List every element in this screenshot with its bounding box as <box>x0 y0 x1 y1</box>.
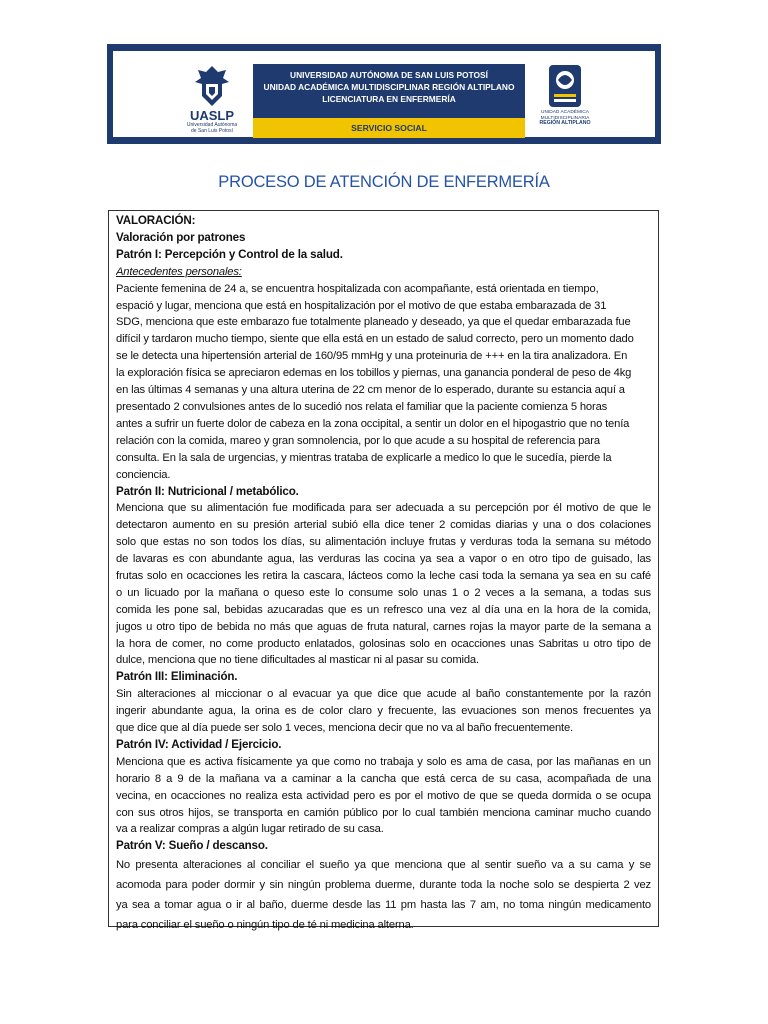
paragraph-line: frutas solo en ocacciones les retira la cascara, lácteos como la leche casi toda la semana ya sea en su café <box>116 569 651 582</box>
pattern-2-text <box>116 500 651 669</box>
paragraph-line: de lavaras es con abundante agua, las verduras las cocina ya sea a vapor o en otro tipo de guisado, las <box>116 553 651 566</box>
region-logo-line3: REGIÓN ALTIPLANO <box>539 120 591 126</box>
paragraph-line: detectaron aumento en su presión arterial subió ella dice tener 2 comidas diarias y una o dos colaciones <box>116 519 651 532</box>
header-banner <box>107 44 661 144</box>
paragraph-line: con sus otros hijos, se transporta en camión público por lo cual también menciona caminar mucho cuando <box>116 806 651 819</box>
pattern-1-title: Patrón I: Percepción y Control de la salud. <box>116 247 343 261</box>
region-logo-line1: UNIDAD ACADÉMICA <box>541 110 589 115</box>
section-heading-valoracion: VALORACIÓN: <box>116 214 196 227</box>
paragraph-line: antes a sufrir un fuerte dolor de cabeza en la zona occipital, a sentir un dolor en el hipogastrio que no tenía <box>116 417 630 430</box>
shield-icon <box>548 64 582 108</box>
paragraph-line: SDG, menciona que este embarazo fue totalmente planeado y deseado, ya que el quedar embarazada fue <box>116 316 631 329</box>
paragraph-line: vecina, en ocacciones no realiza esta actividad pero es por el motivo de que se queda dormida o se ocupa <box>116 789 651 802</box>
uaslp-wordmark: UASLP <box>189 108 235 123</box>
unit-name: UNIDAD ACADÉMICA MULTIDISCIPLINAR REGIÓN ALTIPLANO <box>263 82 515 92</box>
page-title: PROCESO DE ATENCIÓN DE ENFERMERÍA <box>218 173 550 191</box>
program-name: LICENCIATURA EN ENFERMERÍA <box>322 94 456 104</box>
pattern-5-text <box>116 855 651 935</box>
subheading-patrones: Valoración por patrones <box>116 230 246 244</box>
paragraph-line: la exploración física se apreciaron edemas en los tobillos y piernas, una ganancia ponderal de peso de 4kg <box>116 367 632 380</box>
paragraph-line: en las últimas 4 semanas y una altura uterina de 22 cm menor de lo esperado, durante su estancia aquí a <box>116 384 625 397</box>
region-logo-text <box>533 110 597 127</box>
pattern-1-text <box>116 281 651 484</box>
pattern-4-text <box>116 754 651 838</box>
titles-block <box>253 69 525 105</box>
paragraph-line: para conciliar el sueño o ningún tipo de té ni medicina alterna. <box>116 919 414 932</box>
pattern-4-title: Patrón IV: Actividad / Ejercicio. <box>116 737 282 751</box>
antecedentes-label: Antecedentes personales: <box>116 265 242 278</box>
region-altiplano-logo <box>533 64 597 138</box>
university-name: UNIVERSIDAD AUTÓNOMA DE SAN LUIS POTOSÍ <box>290 70 488 80</box>
pattern-5-title: Patrón V: Sueño / descanso. <box>116 839 268 853</box>
pattern-2-title: Patrón II: Nutricional / metabólico. <box>116 484 299 498</box>
paragraph-line: Menciona que su alimentación fue modificada para ser adecuada a su percepción por él motivo de que le <box>116 502 651 515</box>
pattern-3-title: Patrón III: Eliminación. <box>116 670 238 684</box>
paragraph-line: relación con la comida, mareo y gran somnolencia, por lo que acude a su hospital de referencia para <box>116 434 600 447</box>
paragraph-line: difícil y tardaron mucho tiempo, siente que ella está en un estado de salud correcto, pero un momento dado <box>116 333 634 346</box>
paragraph-line: presentado 2 convulsiones antes de lo sucedió nos relata el familiar que la paciente comienza 5 horas <box>116 400 608 413</box>
paragraph-line: Menciona que es activa físicamente ya que como no trabaja y solo es ama de casa, por las mañanas en un <box>116 755 651 768</box>
paragraph-line: jugos u otro tipo de bebida no más que aguas de fruta natural, carnes rojas la mayor parte de la semana a <box>116 620 651 633</box>
paragraph-line: se le detecta una hipertensión arterial de 160/95 mmHg y una proteinuria de +++ en la tira analizadora. En <box>116 350 628 363</box>
uaslp-logo <box>181 64 243 138</box>
pattern-3-text <box>116 686 651 737</box>
paragraph-line: ya sea a tomar agua o ir al baño, duerme desde las 11 pm hasta las 7 am, no toma ningún medicamento <box>116 899 651 912</box>
paragraph-line: solo que estas no son todos los días, su alimentación incluye frutas y verduras toda la semana su método <box>116 536 651 549</box>
region-logo-line2: MULTIDISCIPLINARIA <box>540 115 590 121</box>
service-label: SERVICIO SOCIAL <box>351 123 427 133</box>
paragraph-line: Paciente femenina de 24 a, se encuentra hospitalizada con acompañante, está orientada en tiempo, <box>116 282 599 295</box>
uaslp-subtitle-1: Universidad Autónoma <box>186 122 238 128</box>
paragraph-line: ingerir abundante agua, la orina es de color claro y frecuente, las evuaciones son menos frecuentes ya <box>116 705 651 718</box>
institution-titles <box>253 64 525 138</box>
paragraph-line: horario 8 a 9 de la mañana va a caminar a la cancha que está cerca de su casa, acompañada de una <box>116 772 651 785</box>
paragraph-line: conciencia. <box>116 468 171 481</box>
paragraph-line: acomoda para poder dormir y sin ningún problema duerme, durante toda la noche solo se despierta 2 vez <box>116 879 651 892</box>
paragraph-line: Sin alteraciones al miccionar o al evacuar ya que dice que acude al baño constantemente por la razón <box>116 688 651 701</box>
paragraph-line: o un licuado por la mañana o queso este lo consume solo unas 1 o 2 veces a la semana, a todas sus <box>116 586 651 599</box>
paragraph-line: va a realizar compras a algún lugar retirado de su casa. <box>116 823 384 836</box>
paragraph-line: No presenta alteraciones al conciliar el sueño ya que menciona que al sentir sueño va a su cama y se <box>116 859 651 872</box>
header-inner <box>113 51 655 137</box>
uaslp-subtitle-2: de San Luis Potosí <box>191 128 233 134</box>
paragraph-line: espació y lugar, menciona que está en hospitalización por el motivo de que estaba embarazada de 31 <box>116 299 607 312</box>
paragraph-line: la hora de comer, no come producto enlatados, golosinas solo en ocacciones unas Sabritas u otro tipo de <box>116 637 651 650</box>
assessment-box <box>108 210 659 932</box>
eagle-crest-icon <box>192 64 232 108</box>
paragraph-line: que dice que al día puede ser solo 1 veces, menciona decir que no va al baño frecuentemente. <box>116 722 574 735</box>
paragraph-line: dulce, menciona que no tiene dificultades al masticar ni al pasar su comida. <box>116 654 479 667</box>
paragraph-line: comida les pone sal, bebidas azucaradas que es un refresco una vez al día una en la hora de la comida, <box>116 603 651 616</box>
paragraph-line: consulta. En la sala de urgencias, y mientras trataba de explicarle a medico lo que le sucedía, pierde la <box>116 451 612 464</box>
